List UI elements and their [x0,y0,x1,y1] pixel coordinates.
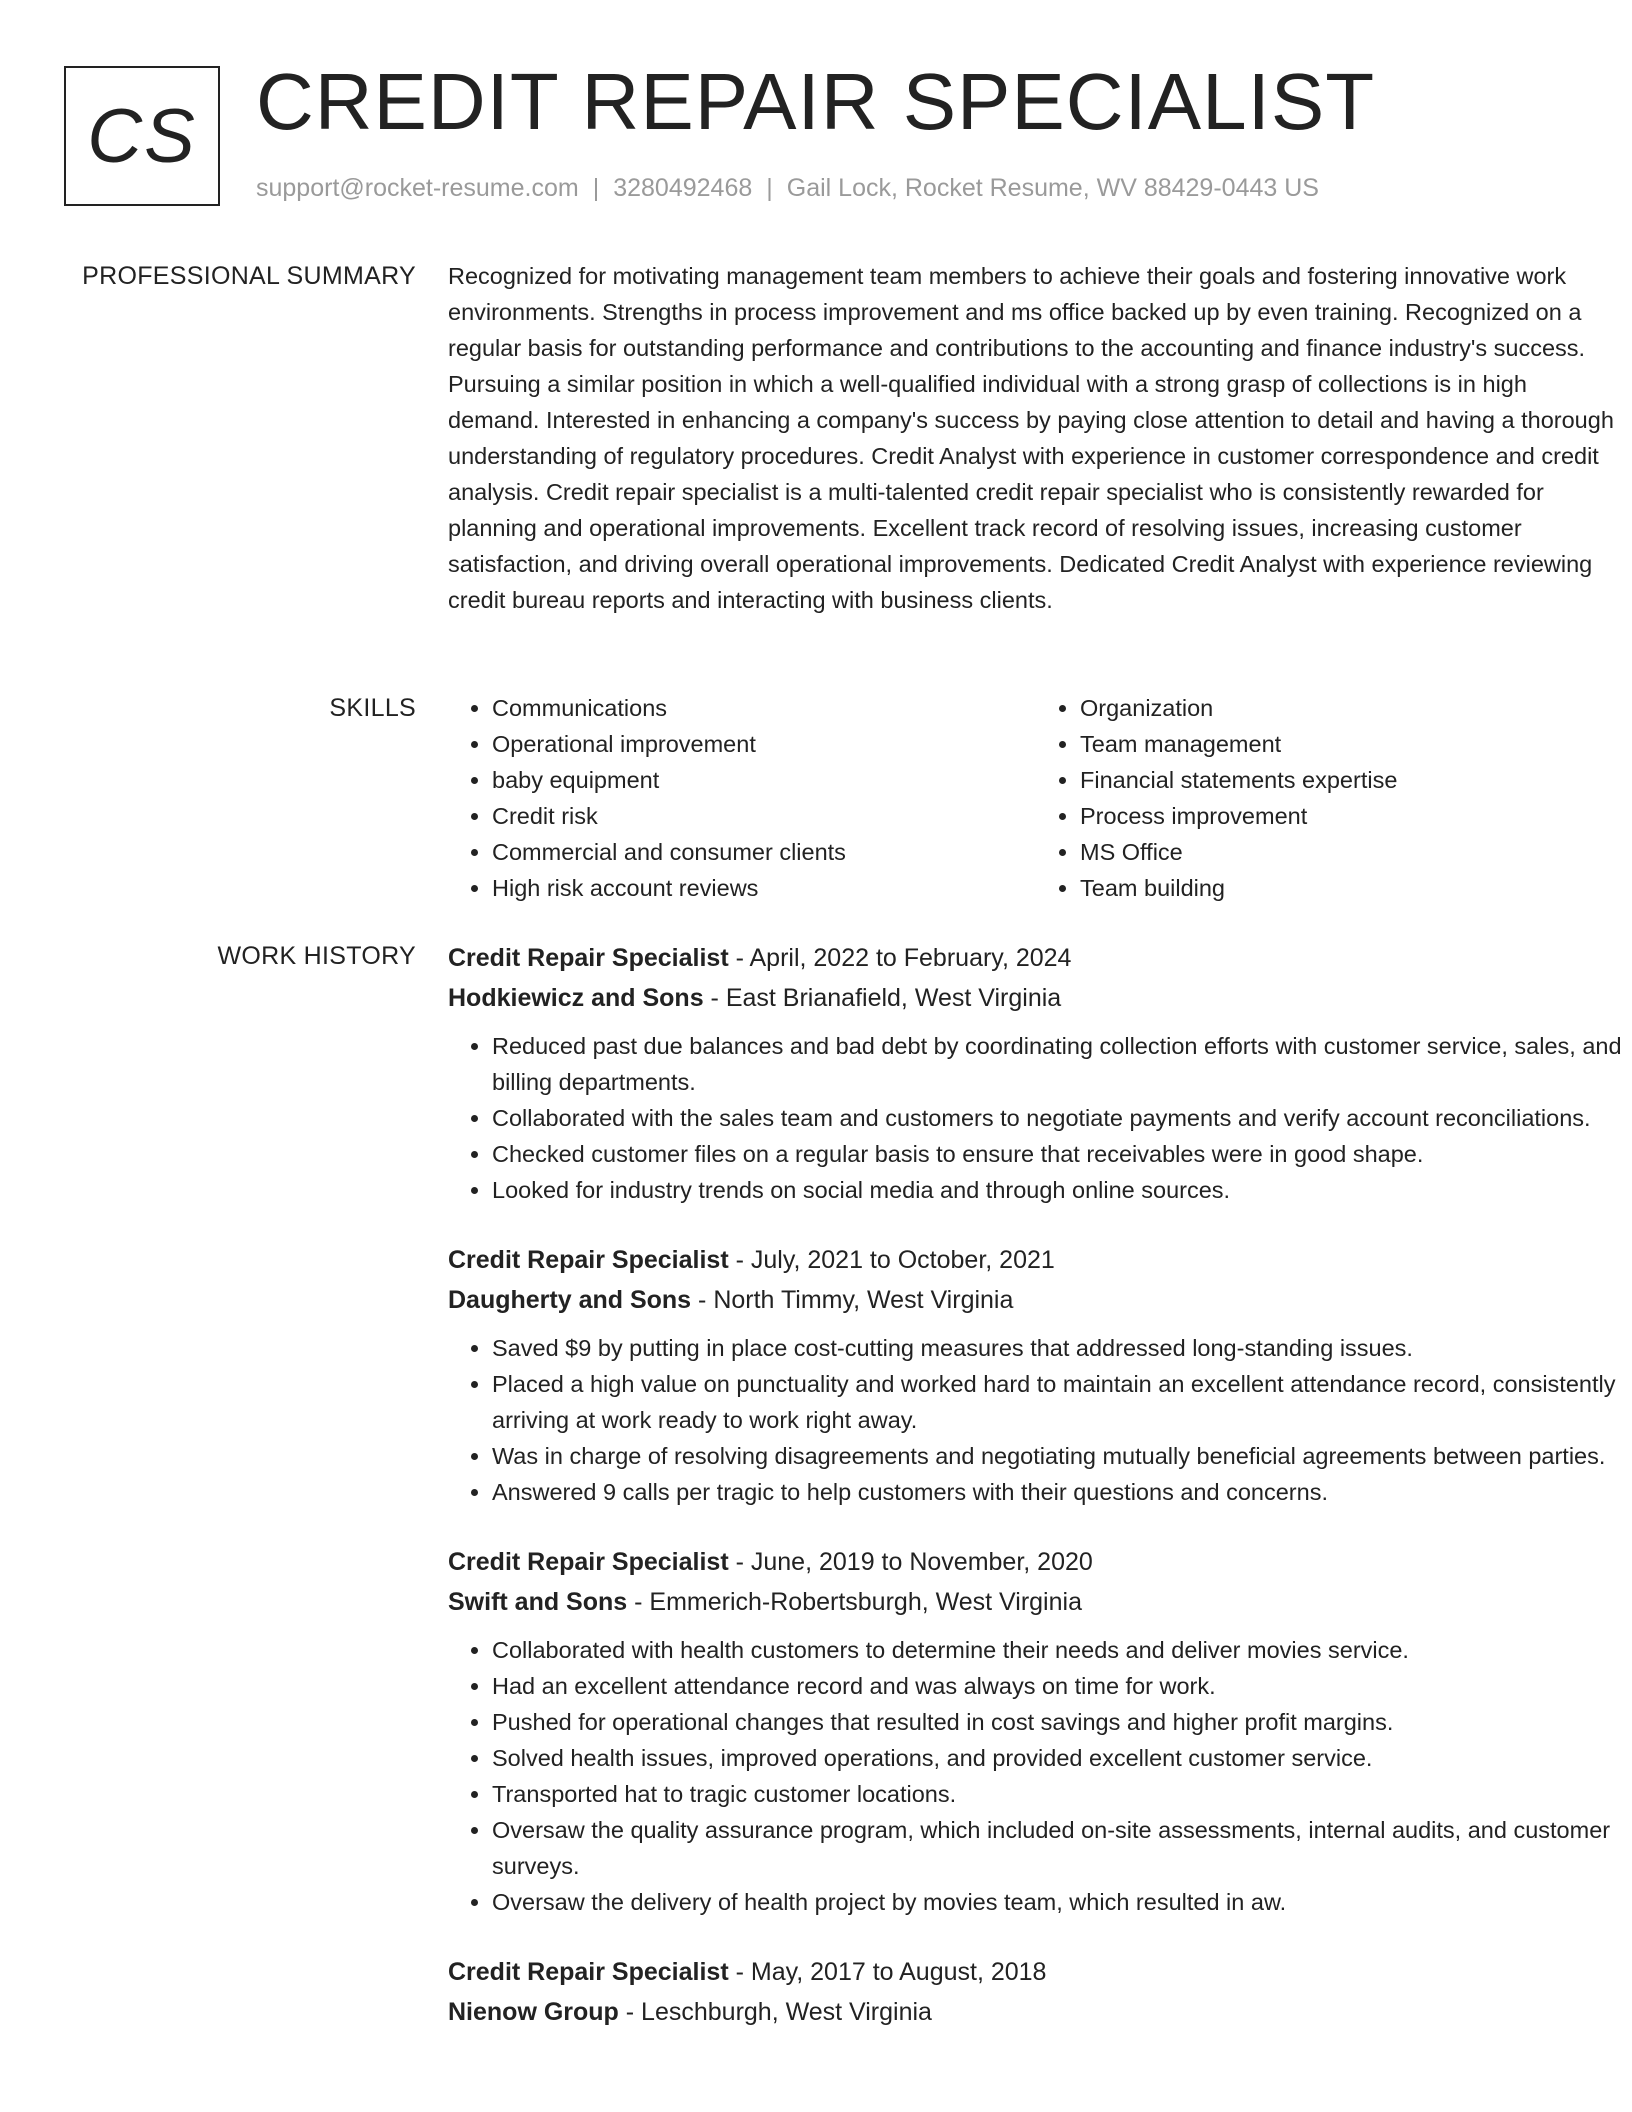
phone-text: 3280492468 [613,174,753,202]
job-entry [448,1240,1624,1510]
job-dates: April, 2022 to February, 2024 [749,944,1072,972]
job-location-separator: - [703,984,726,1012]
job-bullet-list [448,1028,1624,1208]
summary-text: Recognized for motivating management team members to achieve their goals and fostering innovative work environments. Strengths in process improvement and ms office backed up by even training. Recognized on a regular basis for outstanding performance and contributions to the accounting and finance industry's success. Pursuing a similar position in which a well-qualified individual with a strong grasp of collections is in high demand. Interested in enhancing a company's success by paying close attention to detail and having a thorough understanding of regulatory procedures. Credit Analyst with experience in customer correspondence and credit analysis. Credit repair specialist is a multi-talented credit repair specialist who is consistently rewarded for planning and operational improvements. Excellent track record of resolving issues, increasing customer satisfaction, and driving overall operational improvements. Dedicated Credit Analyst with experience reviewing credit bureau reports and interacting with business clients. [448,263,1614,613]
job-bullet: • Transported hat to tragic customer locations. [492,1776,1624,1812]
job-bullet: • Collaborated with the sales team and customers to negotiate payments and verify account reconciliations. [492,1100,1624,1136]
job-bullet: • Checked customer files on a regular basis to ensure that receivables were in good shape. [492,1136,1624,1172]
skill-item: • Process improvement [1080,798,1624,834]
job-bullet: • Answered 9 calls per tragic to help customers with their questions and concerns. [492,1474,1624,1510]
skill-item: • Commercial and consumer clients [492,834,1036,870]
job-company-line [448,1582,1624,1622]
job-bullet: • Saved $9 by putting in place cost-cutting measures that addressed long-standing issues. [492,1330,1624,1366]
job-company: Hodkiewicz and Sons [448,984,704,1012]
initials-monogram [64,66,220,206]
job-dates: July, 2021 to October, 2021 [750,1246,1055,1274]
job-dates: May, 2017 to August, 2018 [750,1958,1047,1986]
job-title-line [448,1240,1624,1280]
job-bullet: • Had an excellent attendance record and was always on time for work. [492,1668,1624,1704]
job-company-line [448,1280,1624,1320]
job-location: Leschburgh, West Virginia [641,1998,932,2026]
skill-item: • baby equipment [492,762,1036,798]
job-title-line [448,1542,1624,1582]
job-dates-separator: - [728,1548,751,1576]
skill-item: • Communications [492,690,1036,726]
job-bullet: • Solved health issues, improved operations, and provided excellent customer service. [492,1740,1624,1776]
summary-heading: PROFESSIONAL SUMMARY [82,262,416,290]
skill-item: • Team management [1080,726,1624,762]
job-title-line [448,1952,1624,1992]
job-list [448,938,1624,2064]
skill-item: • Credit risk [492,798,1036,834]
contact-separator: | [766,174,773,202]
contact-line [256,174,1319,203]
contact-separator: | [592,174,600,202]
job-dates: June, 2019 to November, 2020 [750,1548,1093,1576]
job-bullet: • Oversaw the delivery of health project by movies team, which resulted in aw. [492,1884,1624,1920]
job-dates-separator: - [728,944,750,972]
skills-columns [448,690,1624,906]
job-role: Credit Repair Specialist [448,944,729,972]
job-location-separator: - [618,1998,642,2026]
job-entry [448,1542,1624,1920]
skill-item: • Financial statements expertise [1080,762,1624,798]
job-bullet: • Oversaw the quality assurance program, which included on-site assessments, internal audits, and customer surveys. [492,1812,1624,1884]
job-role: Credit Repair Specialist [448,1548,729,1576]
skill-item: • Operational improvement [492,726,1036,762]
skill-item: • Organization [1080,690,1624,726]
job-bullet-list [448,1632,1624,1920]
job-bullet: • Reduced past due balances and bad debt by coordinating collection efforts with customer service, sales, and billing departments. [492,1028,1624,1100]
job-bullet: • Placed a high value on punctuality and worked hard to maintain an excellent attendance record, consistently arriving at work ready to work right away. [492,1366,1624,1438]
email-text: support@rocket-resume.com [256,174,579,202]
job-location: North Timmy, West Virginia [713,1286,1014,1314]
job-location: Emmerich-Robertsburgh, West Virginia [649,1588,1082,1616]
job-dates-separator: - [728,1958,751,1986]
skills-list-right [1036,690,1624,906]
skill-item: • High risk account reviews [492,870,1036,906]
skill-item: • MS Office [1080,834,1624,870]
skill-item: • Team building [1080,870,1624,906]
job-dates-separator: - [728,1246,751,1274]
skills-list-left [448,690,1036,906]
page-title: CREDIT REPAIR SPECIALIST [256,57,1376,146]
job-company: Nienow Group [448,1998,619,2026]
job-company-line [448,1992,1624,2032]
initials-text: CS [87,93,197,179]
skills-heading: SKILLS [329,694,416,722]
job-company: Swift and Sons [448,1588,628,1616]
job-bullet: • Was in charge of resolving disagreements and negotiating mutually beneficial agreements between parties. [492,1438,1624,1474]
job-company: Daugherty and Sons [448,1286,692,1314]
job-role: Credit Repair Specialist [448,1246,729,1274]
job-bullet: • Pushed for operational changes that resulted in cost savings and higher profit margins. [492,1704,1624,1740]
job-entry [448,1952,1624,2032]
job-bullet-list [448,1330,1624,1510]
job-title-line [448,938,1624,978]
job-bullet: • Collaborated with health customers to determine their needs and deliver movies service. [492,1632,1624,1668]
address-text: Gail Lock, Rocket Resume, WV 88429-0443 US [786,174,1319,202]
job-entry [448,938,1624,1208]
job-bullet: • Looked for industry trends on social media and through online sources. [492,1172,1624,1208]
job-company-line [448,978,1624,1018]
job-location: East Brianafield, West Virginia [725,984,1062,1012]
job-location-separator: - [627,1588,650,1616]
job-location-separator: - [691,1286,714,1314]
job-role: Credit Repair Specialist [448,1958,729,1986]
work-history-heading: WORK HISTORY [217,942,416,970]
